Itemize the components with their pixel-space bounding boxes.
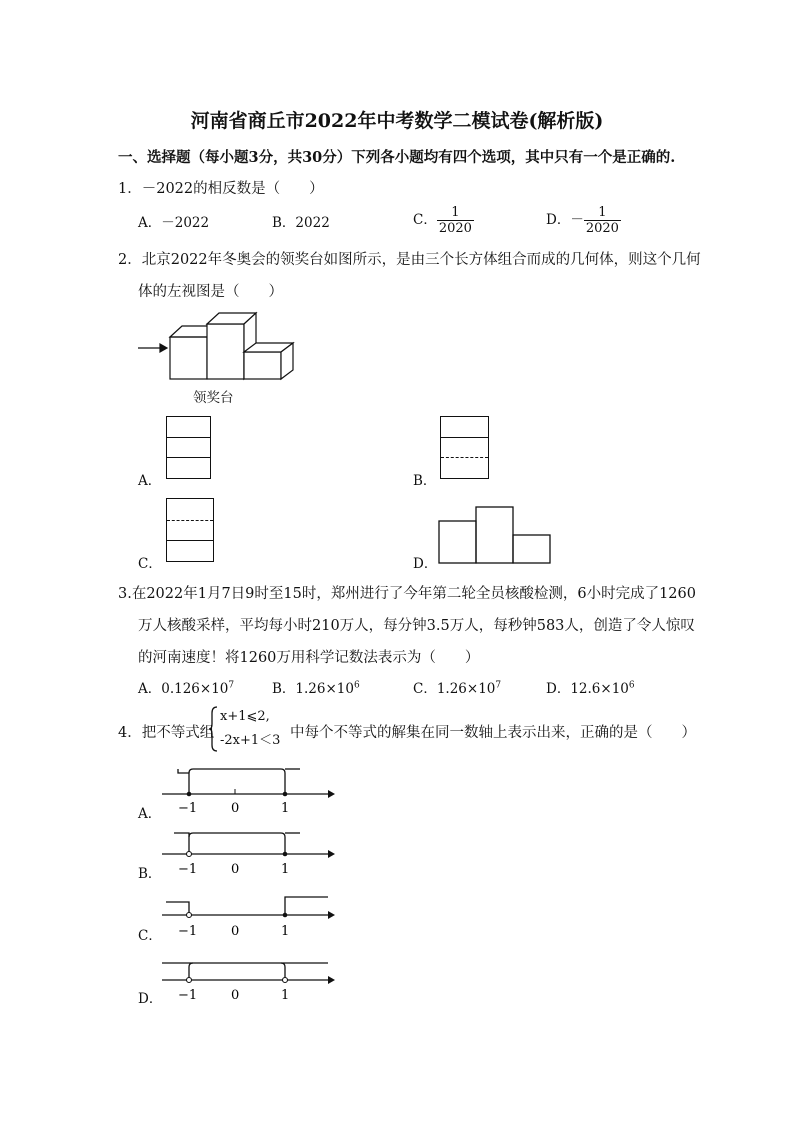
podium-block-left bbox=[170, 337, 207, 379]
question-1-option-a[interactable]: A．－2022 bbox=[138, 215, 210, 231]
podium-figure bbox=[132, 308, 297, 383]
dashed-line bbox=[441, 457, 488, 458]
tick-label-0: 0 bbox=[231, 862, 240, 877]
question-4-option-a[interactable]: A． bbox=[138, 806, 162, 822]
exponent: 7 bbox=[228, 680, 235, 691]
solid-line bbox=[167, 437, 210, 438]
arrow-head bbox=[328, 790, 335, 798]
tick-label-0: 0 bbox=[231, 801, 240, 816]
number-line-b bbox=[160, 827, 340, 882]
option-d-label: D．－ bbox=[546, 212, 584, 228]
tick-label-1: 1 bbox=[281, 801, 290, 816]
exponent: 7 bbox=[495, 680, 502, 691]
question-3-line-1: 3.在2022年1月7日9时至15时，郑州进行了今年第二轮全员核酸检测，6小时完成了1260 bbox=[118, 586, 696, 602]
view-a-figure bbox=[166, 416, 211, 479]
fraction-numerator: 1 bbox=[584, 205, 621, 221]
tick-label-neg1: −1 bbox=[178, 988, 198, 1003]
question-3-option-c[interactable] bbox=[413, 677, 501, 697]
option-text: D．12.6×10 bbox=[546, 681, 629, 697]
tick-label-neg1: −1 bbox=[178, 862, 198, 877]
fraction bbox=[584, 205, 621, 236]
question-3-option-d[interactable] bbox=[546, 677, 635, 697]
tick-label-0: 0 bbox=[231, 988, 240, 1003]
podium-caption: 领奖台 bbox=[193, 390, 234, 406]
exponent: 6 bbox=[628, 680, 635, 691]
question-1-stem: 1．－2022的相反数是（ ） bbox=[118, 181, 324, 197]
question-4-option-b[interactable]: B． bbox=[138, 866, 162, 882]
fraction bbox=[437, 205, 474, 236]
solid-line bbox=[167, 457, 210, 458]
question-3-option-b[interactable] bbox=[272, 677, 360, 697]
option-text: A．0.126×10 bbox=[138, 681, 229, 697]
brace-icon bbox=[208, 706, 218, 752]
tick-label-1: 1 bbox=[281, 862, 290, 877]
inequality-1: x+1⩽2, bbox=[220, 709, 270, 724]
tick-label-neg1: −1 bbox=[178, 801, 198, 816]
tick-label-0: 0 bbox=[231, 924, 240, 939]
question-4-option-c[interactable]: C． bbox=[138, 928, 162, 944]
number-line-c bbox=[160, 890, 340, 945]
question-2-option-c[interactable]: C． bbox=[138, 556, 162, 572]
question-1-option-b[interactable]: B．2022 bbox=[272, 215, 330, 231]
dashed-line bbox=[167, 520, 213, 521]
question-2-line-2: 体的左视图是（ ） bbox=[138, 284, 283, 300]
tick-label-neg1: −1 bbox=[178, 924, 198, 939]
tick-label-1: 1 bbox=[281, 924, 290, 939]
fraction-numerator: 1 bbox=[437, 205, 474, 221]
question-2-option-b[interactable]: B． bbox=[413, 473, 437, 489]
inequality-2: -2x+1＜3 bbox=[220, 733, 281, 748]
question-1-option-d[interactable] bbox=[546, 205, 621, 236]
tick-label-1: 1 bbox=[281, 988, 290, 1003]
question-3-line-2: 万人核酸采样，平均每小时210万人，每分钟3.5万人，每秒钟583人，创造了令人惊叹 bbox=[138, 618, 695, 634]
question-2-option-a[interactable]: A． bbox=[138, 473, 162, 489]
option-text: B．1.26×10 bbox=[272, 681, 354, 697]
number-line-d bbox=[160, 952, 340, 1007]
view-d-figure bbox=[438, 506, 552, 565]
arrow-head bbox=[160, 344, 167, 352]
question-3-line-3: 的河南速度！将1260万用科学记数法表示为（ ） bbox=[138, 650, 480, 666]
question-1-option-c[interactable] bbox=[413, 205, 474, 236]
option-c-label: C． bbox=[413, 212, 437, 228]
question-3-option-a[interactable] bbox=[138, 677, 234, 697]
question-4-option-d[interactable]: D． bbox=[138, 991, 163, 1007]
option-text: C．1.26×10 bbox=[413, 681, 496, 697]
fraction-denominator: 2020 bbox=[438, 221, 472, 236]
view-b-figure bbox=[440, 416, 489, 479]
fraction-denominator: 2020 bbox=[585, 221, 619, 236]
section-heading: 一、选择题（每小题3分，共30分）下列各小题均有四个选项，其中只有一个是正确的. bbox=[118, 149, 676, 166]
question-2-option-d[interactable]: D． bbox=[413, 556, 438, 572]
arrow-head bbox=[328, 850, 335, 858]
view-c-figure bbox=[166, 498, 214, 562]
podium-block-middle bbox=[207, 324, 244, 379]
arrow-head bbox=[328, 911, 335, 919]
question-4-suffix: 中每个不等式的解集在同一数轴上表示出来，正确的是（ ） bbox=[290, 725, 696, 741]
arrow-head bbox=[328, 976, 335, 984]
solid-line bbox=[167, 540, 213, 541]
page-title: 河南省商丘市2022年中考数学二模试卷(解析版) bbox=[190, 110, 604, 132]
question-2-line-1: 2．北京2022年冬奥会的领奖台如图所示，是由三个长方体组合而成的几何体，则这个几何 bbox=[118, 252, 701, 268]
solid-line bbox=[441, 437, 488, 438]
exponent: 6 bbox=[353, 680, 360, 691]
number-line-a bbox=[160, 765, 340, 820]
question-4-prefix: 4．把不等式组 bbox=[118, 725, 215, 741]
podium-block-right bbox=[244, 352, 281, 379]
